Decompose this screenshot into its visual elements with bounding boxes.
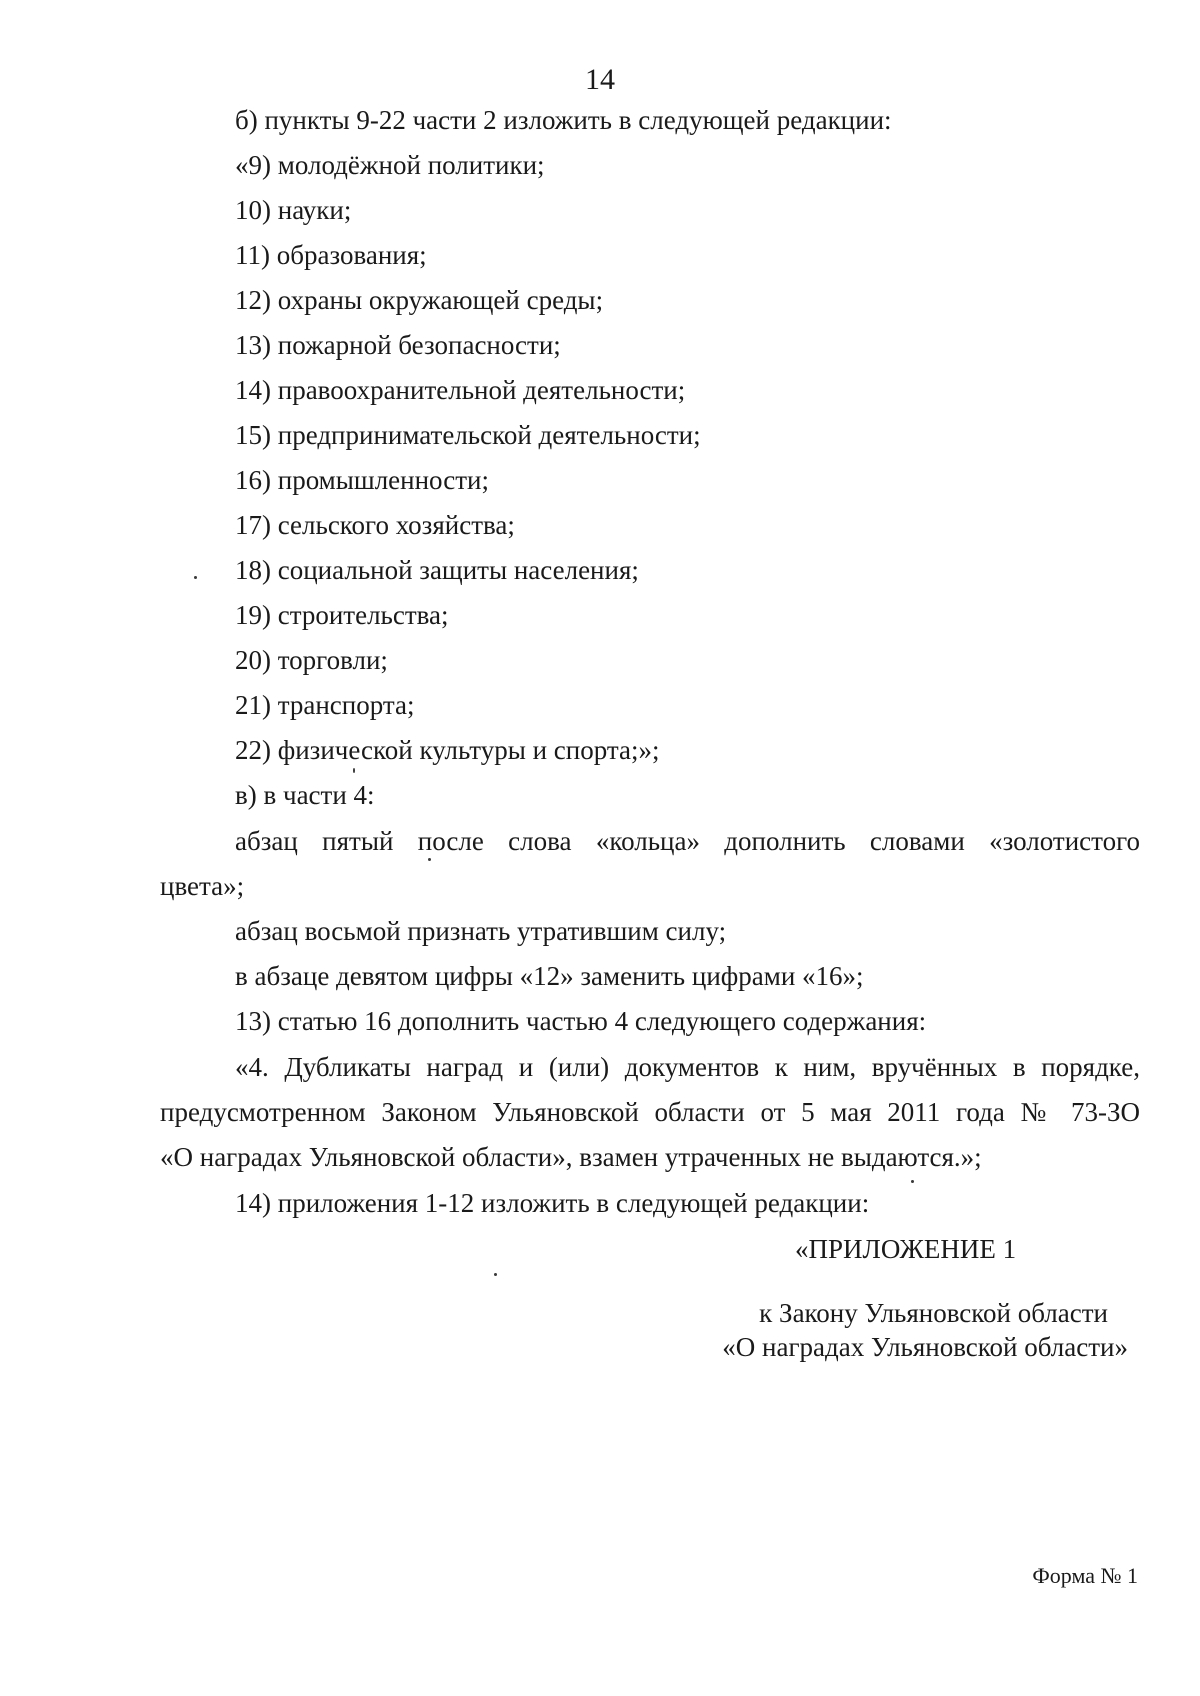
quote-line: предусмотренном Законом Ульяновской области от 5 мая 2011 года № 73-ЗО xyxy=(160,1097,1140,1127)
appendix-title: «ПРИЛОЖЕНИЕ 1 xyxy=(795,1234,1017,1264)
text-line: в) в части 4: xyxy=(235,780,375,810)
scan-speck xyxy=(353,768,355,773)
list-item: 12) охраны окружающей среды; xyxy=(235,285,604,315)
scan-speck xyxy=(428,858,431,861)
paragraph-line: 14) приложения 1-12 изложить в следующей редакции: xyxy=(235,1188,870,1218)
list-item: 21) транспорта; xyxy=(235,690,415,720)
list-item: 16) промышленности; xyxy=(235,465,489,495)
list-item: 10) науки; xyxy=(235,195,352,225)
list-item: «9) молодёжной политики; xyxy=(235,150,545,180)
appendix-subtitle: к Закону Ульяновской области xyxy=(759,1298,1108,1328)
scan-speck xyxy=(911,1180,914,1183)
list-item: 11) образования; xyxy=(235,240,427,270)
page-number: 14 xyxy=(585,63,615,96)
list-item: 22) физической культуры и спорта;»; xyxy=(235,735,660,765)
paragraph-line: абзац восьмой признать утратившим силу; xyxy=(235,916,727,946)
appendix-subtitle: «О наградах Ульяновской области» xyxy=(722,1332,1128,1362)
list-item: 14) правоохранительной деятельности; xyxy=(235,375,686,405)
paragraph-line: 13) статью 16 дополнить частью 4 следующего содержания: xyxy=(235,1006,927,1036)
form-number: Форма № 1 xyxy=(1032,1563,1138,1588)
list-item: 19) строительства; xyxy=(235,600,449,630)
paragraph-line: в абзаце девятом цифры «12» заменить цифрами «16»; xyxy=(235,961,864,991)
paragraph-line: цвета»; xyxy=(160,871,245,901)
quote-line: «4. Дубликаты наград и (или) документов к ним, вручённых в порядке, xyxy=(235,1052,1140,1082)
list-item: 17) сельского хозяйства; xyxy=(235,510,515,540)
list-item: 13) пожарной безопасности; xyxy=(235,330,561,360)
list-item: 18) социальной защиты населения; xyxy=(235,555,639,585)
list-item: 20) торговли; xyxy=(235,645,388,675)
scan-speck xyxy=(194,576,197,579)
text-line: б) пункты 9-22 части 2 изложить в следующей редакции: xyxy=(235,105,892,135)
scan-speck xyxy=(494,1273,497,1276)
list-item: 15) предпринимательской деятельности; xyxy=(235,420,701,450)
quote-line: «О наградах Ульяновской области», взамен утраченных не выдаются.»; xyxy=(160,1142,982,1172)
paragraph-line: абзац пятый после слова «кольца» дополнить словами «золотистого xyxy=(235,826,1140,856)
